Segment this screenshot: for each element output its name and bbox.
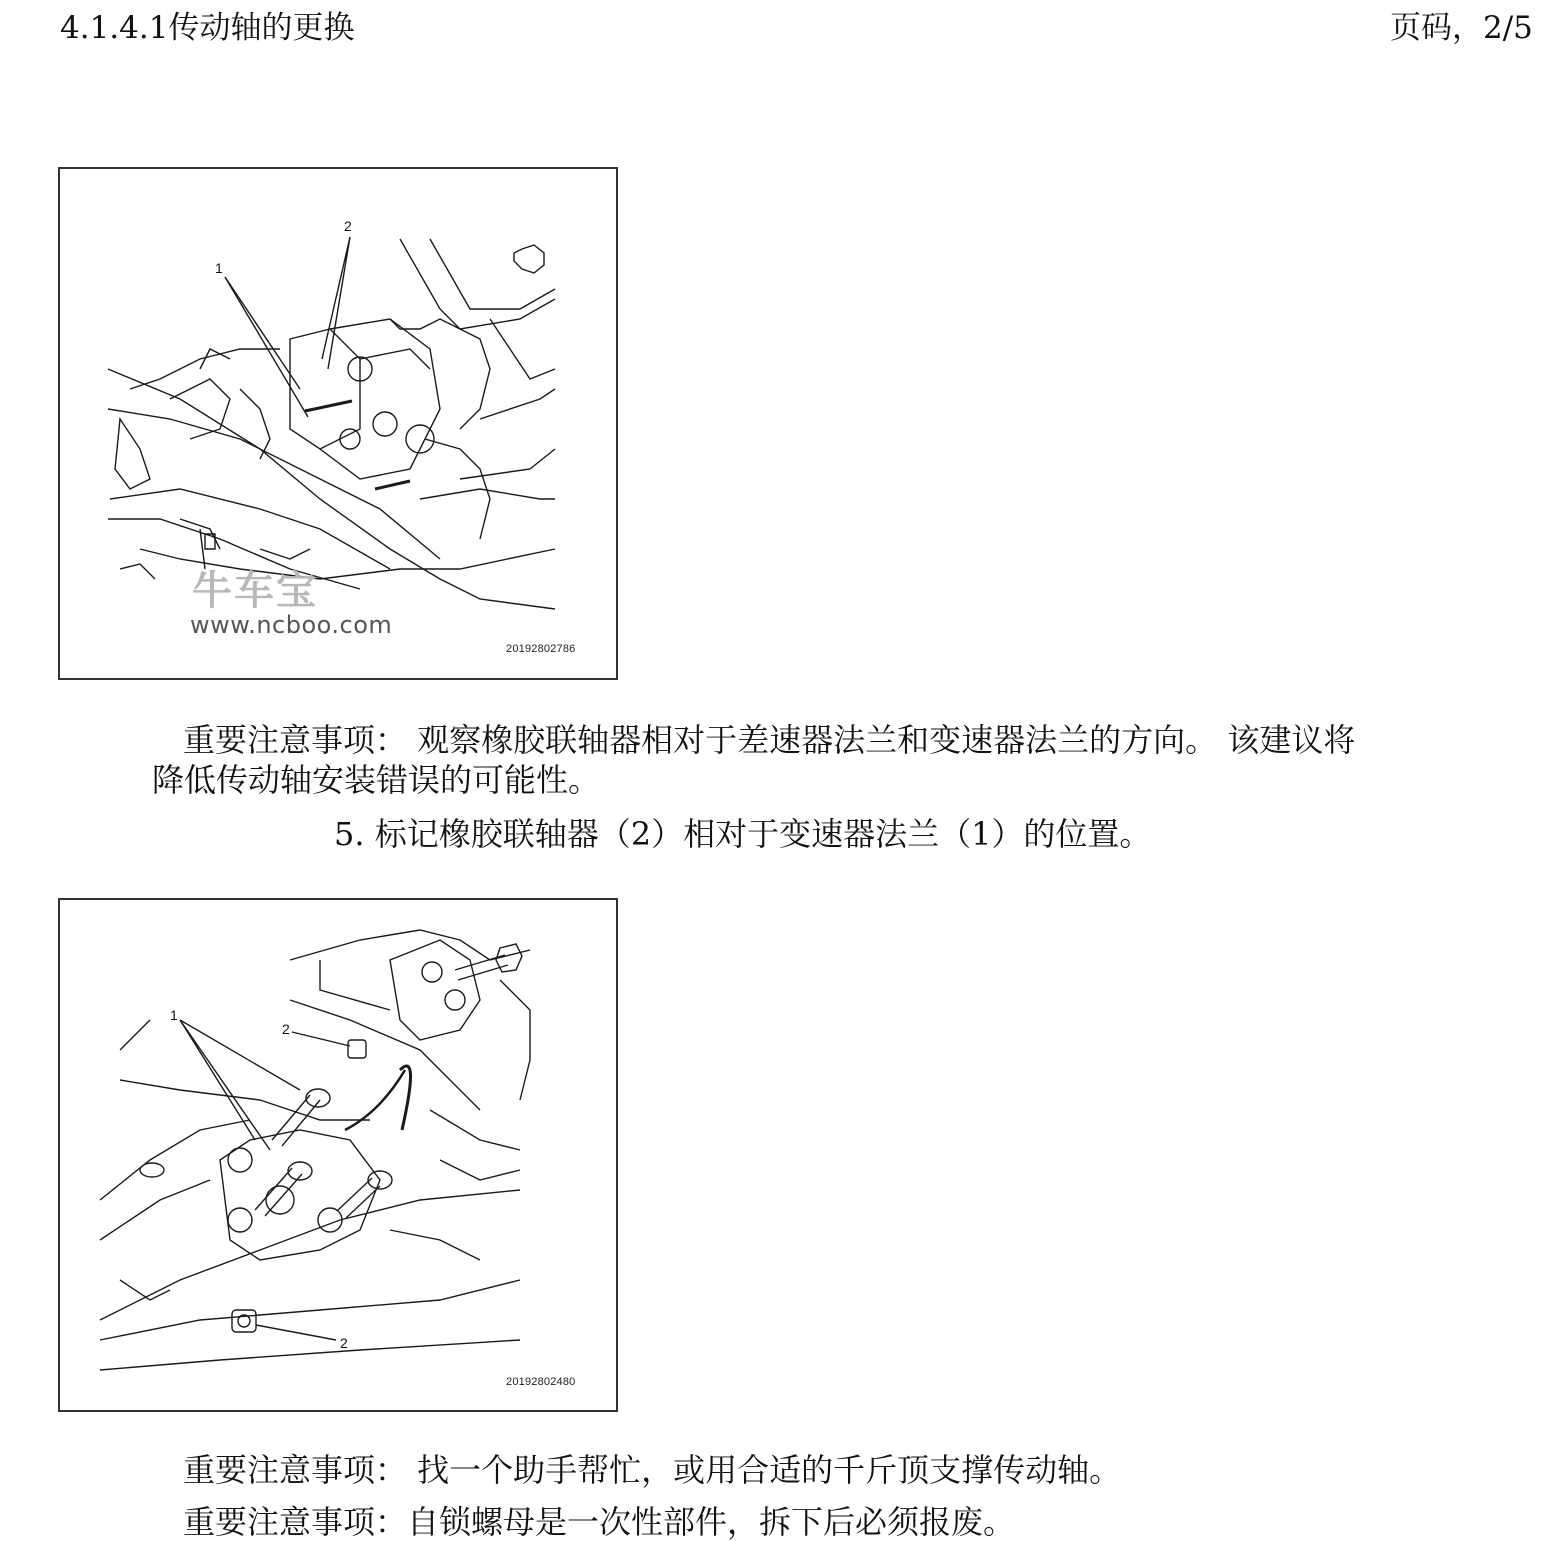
figure-1-rubber-coupling [58, 167, 618, 680]
watermark-url: www.ncboo.com [190, 611, 393, 639]
figure-2-drawing [60, 900, 616, 1410]
figure-2-callout-2-bottom: 2 [340, 1335, 348, 1351]
figure-2-callout-2-top: 2 [282, 1021, 290, 1037]
watermark-logo: 牛车宝 [192, 568, 318, 614]
page-number: 页码，2/5 [1390, 10, 1533, 46]
figure-1-drawing [60, 169, 616, 678]
section-title: 4.1.4.1传动轴的更换 [60, 10, 355, 46]
step-5-text: 5. 标记橡胶联轴器（2）相对于变速器法兰（1）的位置。 [334, 815, 1152, 853]
important-note-3: 重要注意事项：自锁螺母是一次性部件，拆下后必须报废。 [183, 1503, 1016, 1541]
figure-1-callout-2: 2 [344, 218, 352, 234]
important-note-1-line-2: 降低传动轴安装错误的可能性。 [152, 761, 601, 799]
figure-1-callout-1: 1 [215, 260, 223, 276]
important-note-2: 重要注意事项： 找一个助手帮忙，或用合适的千斤顶支撑传动轴。 [183, 1451, 1122, 1489]
important-note-1-line-1: 重要注意事项： 观察橡胶联轴器相对于差速器法兰和变速器法兰的方向。 该建议将 [183, 721, 1356, 759]
figure-2-callout-1: 1 [170, 1007, 178, 1023]
figure-1-code: 20192802786 [506, 643, 576, 655]
figure-2-code: 20192802480 [506, 1376, 576, 1388]
figure-2-coupling-bolts [58, 898, 618, 1412]
